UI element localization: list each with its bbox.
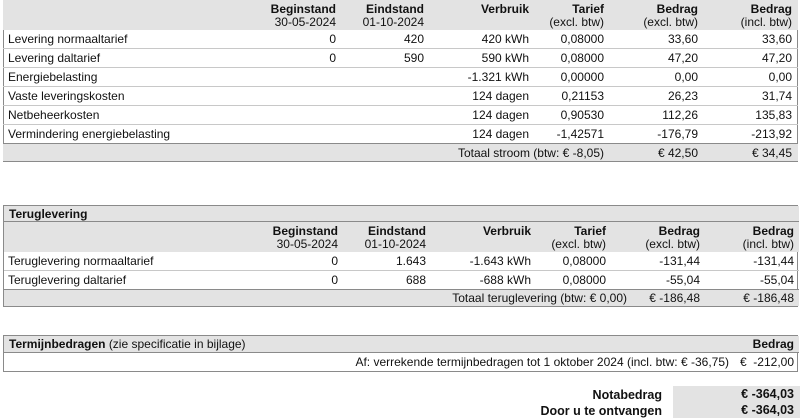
teruglevering-header <box>4 222 799 252</box>
row-incl: 135,83 <box>755 108 792 122</box>
row-rate: 0,08000 <box>562 254 606 268</box>
row-excl: 47,20 <box>667 51 698 65</box>
header-beginstand: Beginstand <box>270 2 336 16</box>
termijn-line-value: € -212,00 <box>739 355 794 369</box>
header-bedrag-excl-sub: (excl. btw) <box>645 237 700 251</box>
termijn-bedrag-header: Bedrag <box>752 337 794 351</box>
table-row <box>3 106 798 125</box>
header-verbruik: Verbruik <box>480 2 529 16</box>
header-date-begin: 30-05-2024 <box>276 237 338 251</box>
header-eindstand: Eindstand <box>365 2 424 16</box>
termijn-title-wrap <box>9 337 246 351</box>
row-rate: -1,42571 <box>556 127 604 141</box>
stroom-total-label: Totaal stroom (btw: € -8,05) <box>457 146 604 160</box>
termijn-line <box>4 353 799 371</box>
row-label: Teruglevering daltarief <box>8 273 127 287</box>
teruglevering-total-incl: € -186,48 <box>743 291 794 305</box>
row-usage: 590 kWh <box>481 51 529 65</box>
termijn-line-label: Af: verrekende termijnbedragen tot 1 oktober 2024 (incl. btw: € -36,75) <box>355 355 729 369</box>
row-label: Levering normaaltarief <box>8 32 128 46</box>
header-beginstand: Beginstand <box>272 224 338 238</box>
header-date-end: 01-10-2024 <box>362 15 424 29</box>
header-eindstand: Eindstand <box>367 224 426 238</box>
row-incl: -213,92 <box>751 127 792 141</box>
stroom-total-incl: € 34,45 <box>751 146 792 160</box>
header-date-end: 01-10-2024 <box>364 237 426 251</box>
header-bedrag-excl-sub: (excl. btw) <box>643 15 698 29</box>
due-label: Door u te ontvangen <box>540 404 662 418</box>
stroom-header <box>3 0 798 30</box>
row-usage: 124 dagen <box>472 108 529 122</box>
row-label: Energiebelasting <box>8 70 98 84</box>
nota-value: € -364,03 <box>741 387 794 401</box>
row-rate: 0,00000 <box>560 70 604 84</box>
row-usage: -688 kWh <box>479 273 531 287</box>
header-tarief-sub: (excl. btw) <box>549 15 604 29</box>
header-bedrag-incl-sub: (incl. btw) <box>742 237 794 251</box>
row-excl: -176,79 <box>657 127 698 141</box>
row-rate: 0,08000 <box>560 51 604 65</box>
row-rate: 0,08000 <box>562 273 606 287</box>
row-excl: 33,60 <box>667 32 698 46</box>
header-tarief: Tarief <box>574 224 606 238</box>
row-begin: 0 <box>331 254 338 268</box>
row-begin: 0 <box>331 273 338 287</box>
row-usage: 124 dagen <box>472 127 529 141</box>
row-label: Vaste leveringskosten <box>8 89 125 103</box>
row-incl: 47,20 <box>761 51 792 65</box>
row-usage: 420 kWh <box>481 32 529 46</box>
totals-section <box>0 386 800 420</box>
row-incl: -55,04 <box>759 273 794 287</box>
row-label: Vermindering energiebelasting <box>8 127 171 141</box>
row-usage: 124 dagen <box>472 89 529 103</box>
table-row <box>3 49 798 68</box>
table-row <box>3 87 798 106</box>
header-tarief: Tarief <box>572 2 604 16</box>
header-bedrag-excl: Bedrag <box>656 2 698 16</box>
header-date-begin: 30-05-2024 <box>274 15 336 29</box>
table-row <box>3 68 798 87</box>
table-row <box>3 125 798 143</box>
row-usage: -1.321 kWh <box>467 70 529 84</box>
header-bedrag-incl: Bedrag <box>750 2 792 16</box>
teruglevering-total-row <box>4 289 799 306</box>
stroom-section <box>3 0 798 162</box>
row-excl: -131,44 <box>659 254 700 268</box>
row-begin: 0 <box>329 32 336 46</box>
row-end: 1.643 <box>395 254 426 268</box>
table-row <box>4 252 799 271</box>
row-rate: 0,90530 <box>560 108 604 122</box>
teruglevering-title: Teruglevering <box>9 207 88 221</box>
row-begin: 0 <box>329 51 336 65</box>
row-excl: 26,23 <box>667 89 698 103</box>
teruglevering-total-label: Totaal teruglevering (btw: € 0,00) <box>452 291 627 305</box>
row-end: 688 <box>405 273 426 287</box>
termijn-section <box>3 335 798 372</box>
nota-value-box <box>673 386 800 402</box>
row-rate: 0,08000 <box>560 32 604 46</box>
termijn-subtitle: (zie specificatie in bijlage) <box>108 337 246 351</box>
row-end: 590 <box>403 51 424 65</box>
due-value: € -364,03 <box>741 403 794 417</box>
row-incl: 0,00 <box>768 70 792 84</box>
row-incl: -131,44 <box>753 254 794 268</box>
row-incl: 33,60 <box>761 32 792 46</box>
termijn-title-bar <box>4 336 799 353</box>
row-incl: 31,74 <box>761 89 792 103</box>
row-usage: -1.643 kWh <box>469 254 531 268</box>
teruglevering-section <box>3 205 798 307</box>
termijn-title: Termijnbedragen <box>9 337 106 351</box>
teruglevering-total-excl: € -186,48 <box>649 291 700 305</box>
stroom-total-row <box>3 143 798 162</box>
header-bedrag-incl-sub: (incl. btw) <box>740 15 792 29</box>
row-excl: 112,26 <box>662 108 698 122</box>
table-row <box>3 30 798 49</box>
nota-label: Notabedrag <box>592 388 662 402</box>
table-row <box>4 271 799 289</box>
row-excl: -55,04 <box>665 273 700 287</box>
row-excl: 0,00 <box>674 70 698 84</box>
header-bedrag-incl: Bedrag <box>752 224 794 238</box>
stroom-total-excl: € 42,50 <box>657 146 698 160</box>
teruglevering-title-bar <box>4 206 799 222</box>
header-tarief-sub: (excl. btw) <box>551 237 606 251</box>
header-verbruik: Verbruik <box>482 224 531 238</box>
row-label: Teruglevering normaaltarief <box>8 254 154 268</box>
row-label: Netbeheerkosten <box>8 108 100 122</box>
row-end: 420 <box>403 32 424 46</box>
row-label: Levering daltarief <box>8 51 101 65</box>
header-bedrag-excl: Bedrag <box>658 224 700 238</box>
row-rate: 0,21153 <box>561 89 604 103</box>
due-value-box <box>673 402 800 418</box>
